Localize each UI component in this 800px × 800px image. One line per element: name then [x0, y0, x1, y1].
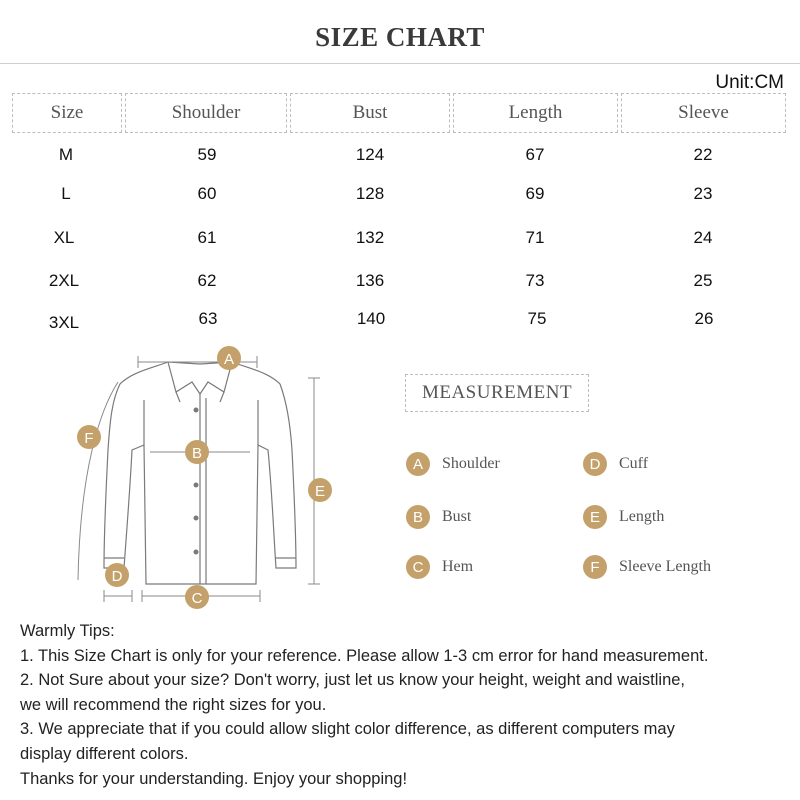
header-size: Size: [12, 93, 122, 133]
cell-bust: 128: [355, 184, 385, 203]
title-divider: [0, 63, 800, 64]
cell-bust: 124: [355, 145, 385, 164]
cell-length: 71: [525, 228, 545, 247]
cell-bust: 132: [355, 228, 385, 247]
legend-label: Length: [619, 508, 665, 525]
cell-shoulder: 62: [197, 271, 217, 290]
marker-b-label: B: [191, 445, 203, 462]
legend-badge-a: A: [406, 452, 430, 476]
legend-item-length: [583, 504, 664, 530]
cell-size: XL: [53, 228, 75, 247]
marker-e-label: E: [314, 483, 326, 500]
cell-length: 69: [525, 184, 545, 203]
cell-bust: 140: [356, 309, 386, 328]
tip-line: we will recommend the right sizes for you.: [20, 695, 327, 714]
legend-label: Hem: [442, 558, 474, 575]
cell-length: 73: [525, 271, 545, 290]
marker-a-label: A: [223, 351, 235, 368]
cell-shoulder: 59: [197, 145, 217, 164]
legend-item-sleeve-length: [583, 554, 711, 580]
marker-f-label: F: [84, 430, 94, 447]
legend-badge-c: C: [406, 555, 430, 579]
measurement-heading: MEASUREMENT: [405, 374, 589, 412]
tips-section: [20, 619, 790, 791]
cell-size: M: [58, 145, 74, 164]
tip-line: Thanks for your understanding. Enjoy your shopping!: [20, 769, 408, 788]
legend-item-cuff: [583, 451, 648, 477]
header-length: Length: [453, 93, 618, 133]
cell-length: 75: [527, 309, 547, 328]
legend-label: Cuff: [619, 455, 649, 472]
cell-sleeve: 25: [693, 271, 713, 290]
header-bust: Bust: [290, 93, 450, 133]
page-title: SIZE CHART: [315, 22, 485, 52]
legend-badge-d: D: [583, 452, 607, 476]
cell-sleeve: 26: [694, 309, 714, 328]
legend-label: Shoulder: [442, 455, 500, 472]
marker-d-label: D: [111, 568, 123, 585]
legend-item-bust: [406, 504, 471, 530]
cell-shoulder: 63: [198, 309, 218, 328]
header-sleeve: Sleeve: [621, 93, 786, 133]
cell-length: 67: [525, 145, 545, 164]
cell-shoulder: 60: [197, 184, 217, 203]
legend-item-shoulder: [406, 451, 500, 477]
legend-label: Sleeve Length: [619, 558, 711, 575]
shirt-diagram: [60, 340, 360, 615]
cell-shoulder: 61: [197, 228, 217, 247]
legend-item-hem: [406, 554, 473, 580]
cell-size: L: [61, 184, 71, 203]
tip-line: 3. We appreciate that if you could allow slight color difference, as different computers may: [20, 720, 675, 739]
cell-bust: 136: [355, 271, 385, 290]
tip-line: 2. Not Sure about your size? Don't worry, just let us know your height, weight and waistline,: [20, 671, 686, 690]
marker-c-label: C: [191, 590, 203, 607]
legend-badge-f: F: [583, 555, 607, 579]
tip-line: 1. This Size Chart is only for your reference. Please allow 1-3 cm error for hand measurement.: [20, 646, 709, 665]
header-shoulder: Shoulder: [125, 93, 287, 133]
tip-line: display different colors.: [20, 744, 189, 763]
cell-sleeve: 24: [693, 228, 713, 247]
legend-badge-b: B: [406, 505, 430, 529]
cell-size: 2XL: [48, 271, 80, 290]
legend-badge-e: E: [583, 505, 607, 529]
cell-sleeve: 23: [693, 184, 713, 203]
cell-sleeve: 22: [693, 145, 713, 164]
tips-heading: Warmly Tips:: [20, 622, 115, 640]
unit-label: Unit:CM: [715, 72, 784, 93]
legend-label: Bust: [442, 508, 472, 525]
cell-size: 3XL: [48, 313, 80, 332]
